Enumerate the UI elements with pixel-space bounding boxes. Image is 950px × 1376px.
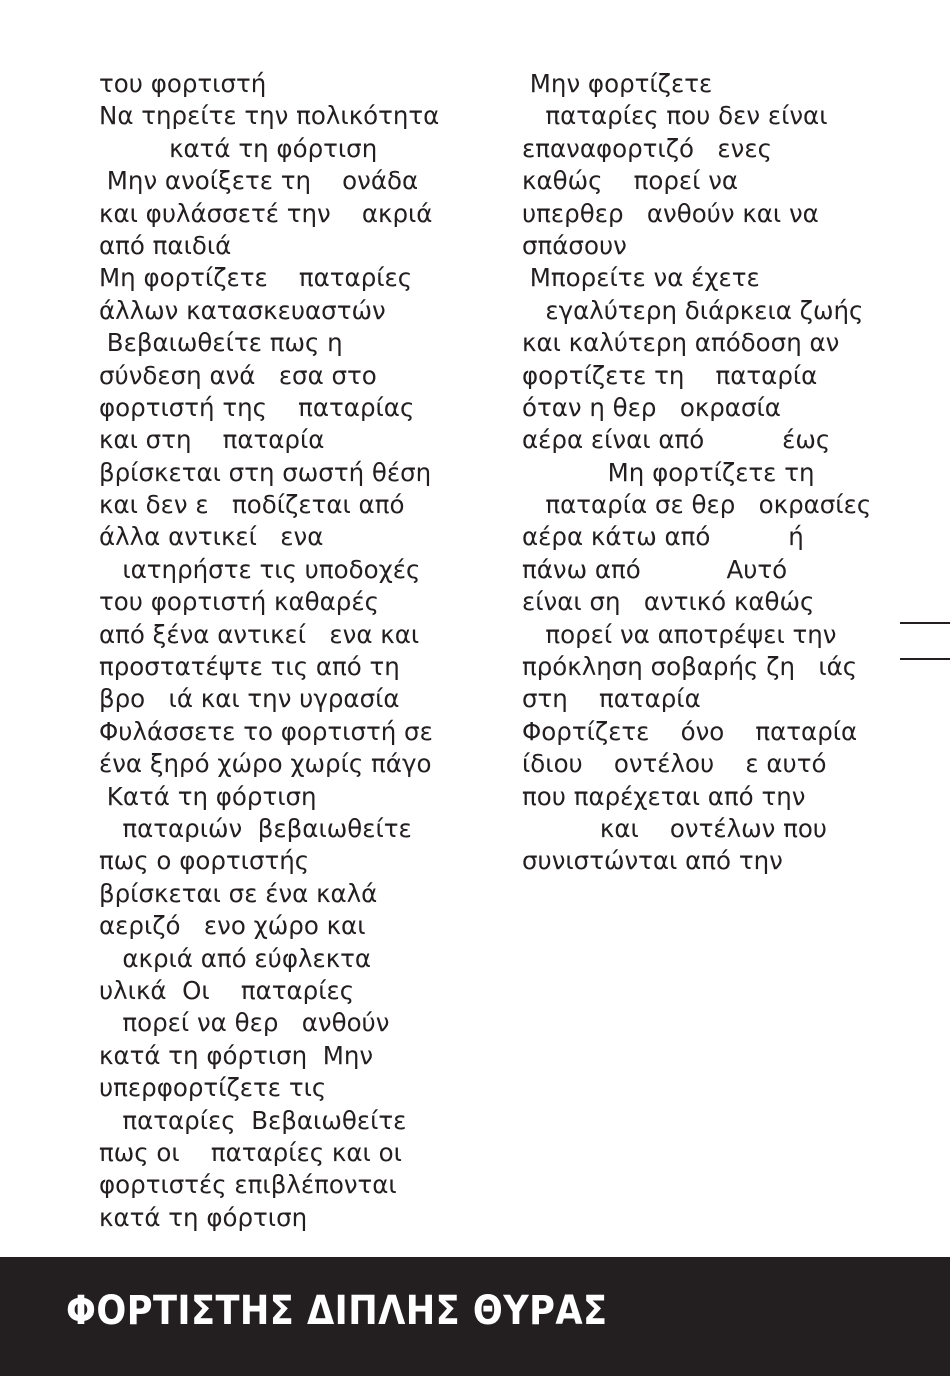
text-line: παταρίες που δεν είναι: [522, 101, 828, 131]
text-line: άλλων κατασκευαστών: [99, 295, 386, 325]
text-line: σπάσουν: [522, 230, 627, 260]
text-line: ένα ξηρό χώρο χωρίς πάγο: [99, 749, 432, 779]
text-line: εγαλύτερη διάρκεια ζωής: [522, 295, 864, 325]
text-line: επαναφορτιζό ενες: [522, 133, 772, 163]
text-line: υπερφορτίζετε τις: [99, 1073, 327, 1103]
text-line: καθώς πορεί να: [522, 166, 739, 196]
text-line: πως ο φορτιστής: [99, 846, 310, 876]
text-line: Κατά τη φόρτιση: [99, 781, 317, 811]
text-line: βρο ιά και την υγρασία: [99, 684, 400, 714]
text-line: κατά τη φόρτιση Μην: [99, 1040, 374, 1070]
text-line: υπερθερ ανθούν και να: [522, 198, 819, 228]
text-line: φορτιστές επιβλέπονται: [99, 1170, 397, 1200]
text-line: του φορτιστή: [99, 69, 267, 98]
text-line: Μη φορτίζετε τη: [522, 457, 815, 487]
text-line: πάνω από Αυτό: [522, 554, 788, 584]
text-line: και οντέλων που: [522, 813, 827, 843]
text-line: αέρα είναι από έως: [522, 425, 831, 455]
text-line: στη παταρία: [522, 684, 701, 714]
text-line: προστατέψτε τις από τη: [99, 652, 400, 682]
text-line: αεριζό ενο χώρο και: [99, 911, 366, 941]
text-line: παταριών βεβαιωθείτε: [99, 813, 412, 843]
text-line: πορεί να θερ ανθούν: [99, 1008, 390, 1038]
text-line: Μη φορτίζετε παταρίες: [99, 263, 413, 293]
text-line: πορεί να αποτρέψει την: [522, 619, 837, 649]
text-line: του φορτιστή καθαρές: [99, 587, 379, 617]
text-line: όταν η θερ οκρασία: [522, 392, 781, 422]
text-line: συνιστώνται από την: [522, 846, 783, 876]
text-line: και καλύτερη απόδοση αν: [522, 328, 840, 358]
text-line: πρόκληση σοβαρής ζη ιάς: [522, 652, 858, 682]
text-line: κατά τη φόρτιση: [99, 1202, 308, 1232]
text-line: Μην φορτίζετε: [522, 69, 713, 98]
text-line: βρίσκεται σε ένα καλά: [99, 878, 378, 908]
text-line: Να τηρείτε την πολικότητα: [99, 101, 440, 131]
text-line: άλλα αντικεί ενα: [99, 522, 324, 552]
text-line: και δεν ε ποδίζεται από: [99, 490, 405, 520]
text-line: φορτίζετε τη παταρία: [522, 360, 818, 390]
text-line: παταρία σε θερ οκρασίες: [522, 490, 872, 520]
text-line: υλικά Οι παταρίες: [99, 975, 355, 1005]
footer-title: ΦΟΡΤΙΣΤΗΣ ΔΙΠΛΗΣ ΘΥΡΑΣ: [66, 1288, 608, 1334]
text-line: ιατηρήστε τις υποδοχές: [99, 554, 421, 584]
text-line: ίδιου οντέλου ε αυτό: [522, 749, 827, 779]
right-text-column: [522, 68, 902, 878]
page-edge-tab-mark: [900, 622, 950, 624]
text-line: ακριά από εύφλεκτα: [99, 943, 372, 973]
text-line: αέρα κάτω από ή: [522, 522, 804, 552]
text-line: Βεβαιωθείτε πως η: [99, 328, 343, 358]
text-line: Μπορείτε να έχετε: [522, 263, 760, 293]
text-line: παταρίες Βεβαιωθείτε: [99, 1105, 407, 1135]
text-line: βρίσκεται στη σωστή θέση: [99, 457, 432, 487]
left-text-column: [99, 68, 479, 1234]
text-line: κατά τη φόρτιση: [99, 133, 378, 163]
text-line: σύνδεση ανά εσα στο: [99, 360, 377, 390]
text-line: από παιδιά: [99, 230, 232, 260]
text-line: Φορτίζετε όνο παταρία: [522, 716, 858, 746]
text-line: είναι ση αντικό καθώς: [522, 587, 815, 617]
text-line: φορτιστή της παταρίας: [99, 392, 415, 422]
text-line: και φυλάσσετέ την ακριά: [99, 198, 433, 228]
text-line: που παρέχεται από την: [522, 781, 806, 811]
page-edge-tab-mark: [900, 658, 950, 660]
text-line: Μην ανοίξετε τη ονάδα: [99, 166, 419, 196]
footer-banner: [0, 1257, 950, 1376]
text-line: και στη παταρία: [99, 425, 325, 455]
text-line: από ξένα αντικεί ενα και: [99, 619, 420, 649]
text-line: πως οι παταρίες και οι: [99, 1137, 402, 1167]
text-line: Φυλάσσετε το φορτιστή σε: [99, 716, 433, 746]
